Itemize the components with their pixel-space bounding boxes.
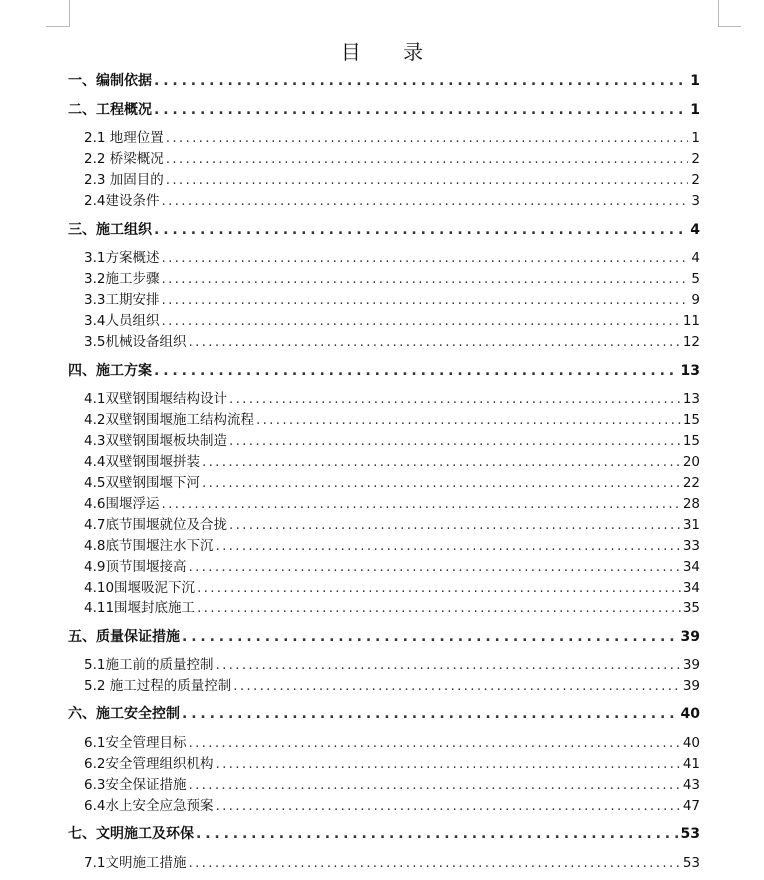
toc-section-entry[interactable] (84, 473, 700, 493)
toc-entry-label: 7.1文明施工措施 (84, 855, 187, 871)
toc-section-entry[interactable] (84, 676, 700, 696)
toc-entry-label: 4.6围堰浮运 (84, 496, 160, 512)
toc-page-number: 34 (682, 559, 700, 575)
toc-section-entry[interactable] (84, 598, 700, 618)
toc-page-number: 12 (682, 334, 700, 350)
toc-chapter-entry[interactable] (68, 100, 700, 120)
toc-section-entry[interactable] (84, 536, 700, 556)
toc-dot-leader (229, 389, 681, 409)
toc-page-number: 2 (691, 151, 700, 167)
toc-entry-label: 4.1双壁钢围堰结构设计 (84, 391, 227, 407)
toc-entry-label: 4.11围堰封底施工 (84, 600, 196, 616)
toc-dot-leader (233, 676, 681, 696)
toc-page-number: 2 (691, 172, 700, 188)
toc-page-number: 34 (682, 580, 700, 596)
toc-entry-label: 七、文明施工及环保 (68, 826, 194, 842)
toc-entry-label: 3.1方案概述 (84, 250, 160, 266)
toc-page-number: 13 (680, 363, 700, 379)
toc-chapter-entry[interactable] (68, 220, 700, 240)
toc-dot-leader (256, 410, 681, 430)
toc-dot-leader (154, 71, 688, 91)
toc-dot-leader (166, 128, 688, 148)
toc-section-entry[interactable] (84, 853, 700, 873)
toc-entry-label: 6.1安全管理目标 (84, 735, 187, 751)
toc-dot-leader (229, 431, 681, 451)
toc-page-number: 3 (691, 193, 700, 209)
toc-section-entry[interactable] (84, 578, 700, 598)
toc-section-entry[interactable] (84, 149, 700, 169)
toc-section-entry[interactable] (84, 452, 700, 472)
toc-page-number: 53 (680, 826, 700, 842)
toc-entry-label: 6.4水上安全应急预案 (84, 798, 214, 814)
toc-dot-leader (197, 578, 681, 598)
toc-section-entry[interactable] (84, 389, 700, 409)
toc-page-number: 28 (682, 496, 700, 512)
toc-dot-leader (229, 515, 681, 535)
toc-page-number: 40 (680, 706, 700, 722)
toc-chapter-entry[interactable] (68, 824, 700, 844)
toc-page-number: 40 (682, 735, 700, 751)
toc-page-number: 53 (682, 855, 700, 871)
toc-dot-leader (202, 473, 681, 493)
toc-dot-leader (188, 557, 680, 577)
toc-entry-label: 4.8底节围堰注水下沉 (84, 538, 214, 554)
toc-entry-label: 4.2双壁钢围堰施工结构流程 (84, 412, 254, 428)
toc-entry-label: 五、质量保证措施 (68, 629, 180, 645)
toc-dot-leader (161, 290, 688, 310)
toc-entry-label: 六、施工安全控制 (68, 706, 180, 722)
toc-entry-label: 2.3 加固目的 (84, 172, 164, 188)
toc-chapter-entry[interactable] (68, 71, 700, 91)
toc-entry-label: 6.3安全保证措施 (84, 777, 187, 793)
toc-dot-leader (215, 536, 680, 556)
toc-page-number: 22 (682, 475, 700, 491)
toc-dot-leader (161, 191, 688, 211)
toc-dot-leader (188, 853, 680, 873)
toc-page-number: 13 (682, 391, 700, 407)
toc-page-number: 1 (691, 130, 700, 146)
toc-dot-leader (161, 248, 688, 268)
toc-dot-leader (197, 598, 681, 618)
toc-section-entry[interactable] (84, 796, 700, 816)
toc-dot-leader (188, 332, 680, 352)
toc-dot-leader (215, 796, 680, 816)
toc-section-entry[interactable] (84, 410, 700, 430)
toc-entry-label: 4.10围堰吸泥下沉 (84, 580, 196, 596)
toc-page-number: 9 (691, 292, 700, 308)
toc-page-number: 35 (682, 600, 700, 616)
toc-page-number: 41 (682, 756, 700, 772)
toc-entry-label: 2.2 桥梁概况 (84, 151, 164, 167)
toc-section-entry[interactable] (84, 128, 700, 148)
toc-dot-leader (188, 733, 680, 753)
toc-section-entry[interactable] (84, 557, 700, 577)
toc-section-entry[interactable] (84, 311, 700, 331)
toc-section-entry[interactable] (84, 431, 700, 451)
toc-page-number: 4 (690, 222, 700, 238)
toc-dot-leader (154, 361, 679, 381)
toc-page-number: 1 (690, 73, 700, 89)
toc-section-entry[interactable] (84, 248, 700, 268)
toc-dot-leader (161, 269, 688, 289)
toc-entry-label: 2.1 地理位置 (84, 130, 164, 146)
toc-page-number: 5 (691, 271, 700, 287)
toc-dot-leader (154, 100, 688, 120)
margin-corner-mark-left (46, 0, 70, 27)
toc-page-number: 4 (691, 250, 700, 266)
toc-entry-label: 5.1施工前的质量控制 (84, 657, 214, 673)
toc-entry-label: 3.2施工步骤 (84, 271, 160, 287)
toc-section-entry[interactable] (84, 515, 700, 535)
toc-chapter-entry[interactable] (68, 627, 700, 647)
toc-entry-label: 6.2安全管理组织机构 (84, 756, 214, 772)
toc-page-number: 20 (682, 454, 700, 470)
toc-page-number: 15 (682, 412, 700, 428)
margin-corner-mark-right (718, 0, 741, 27)
toc-section-entry[interactable] (84, 290, 700, 310)
toc-entry-label: 3.5机械设备组织 (84, 334, 187, 350)
toc-section-entry[interactable] (84, 269, 700, 289)
toc-entry-label: 4.7底节围堰就位及合拢 (84, 517, 227, 533)
toc-entry-label: 4.5双壁钢围堰下河 (84, 475, 200, 491)
toc-entry-label: 一、编制依据 (68, 73, 152, 89)
toc-section-entry[interactable] (84, 775, 700, 795)
toc-entry-label: 2.4建设条件 (84, 193, 160, 209)
toc-chapter-entry[interactable] (68, 361, 700, 381)
toc-entry-label: 5.2 施工过程的质量控制 (84, 678, 232, 694)
toc-page-number: 47 (682, 798, 700, 814)
toc-entry-label: 3.4人员组织 (84, 313, 160, 329)
toc-title: 目 录 (340, 40, 442, 64)
toc-entry-label: 二、工程概况 (68, 102, 152, 118)
toc-dot-leader (166, 149, 688, 169)
toc-section-entry[interactable] (84, 332, 700, 352)
toc-page-number: 31 (682, 517, 700, 533)
toc-section-entry[interactable] (84, 655, 700, 675)
toc-dot-leader (215, 655, 680, 675)
toc-dot-leader (188, 775, 680, 795)
toc-dot-leader (182, 627, 679, 647)
toc-page-number: 1 (690, 102, 700, 118)
toc-section-entry[interactable] (84, 754, 700, 774)
toc-dot-leader (182, 704, 679, 724)
toc-section-entry[interactable] (84, 494, 700, 514)
toc-entry-label: 4.4双壁钢围堰拼装 (84, 454, 200, 470)
toc-page-number: 15 (682, 433, 700, 449)
toc-entry-label: 4.3双壁钢围堰板块制造 (84, 433, 227, 449)
toc-chapter-entry[interactable] (68, 704, 700, 724)
toc-dot-leader (161, 311, 680, 331)
toc-page-number: 39 (682, 657, 700, 673)
toc-page-number: 11 (682, 313, 700, 329)
toc-entry-label: 四、施工方案 (68, 363, 152, 379)
toc-page-number: 39 (680, 629, 700, 645)
toc-dot-leader (196, 824, 679, 844)
toc-dot-leader (161, 494, 680, 514)
toc-entry-label: 4.9顶节围堰接高 (84, 559, 187, 575)
toc-dot-leader (202, 452, 681, 472)
toc-section-entry[interactable] (84, 170, 700, 190)
toc-page-number: 33 (682, 538, 700, 554)
toc-dot-leader (166, 170, 688, 190)
toc-dot-leader (215, 754, 680, 774)
toc-page-number: 43 (682, 777, 700, 793)
toc-section-entry[interactable] (84, 191, 700, 211)
toc-page-number: 39 (682, 678, 700, 694)
toc-section-entry[interactable] (84, 733, 700, 753)
toc-entry-label: 三、施工组织 (68, 222, 152, 238)
toc-dot-leader (154, 220, 688, 240)
toc-entry-label: 3.3工期安排 (84, 292, 160, 308)
